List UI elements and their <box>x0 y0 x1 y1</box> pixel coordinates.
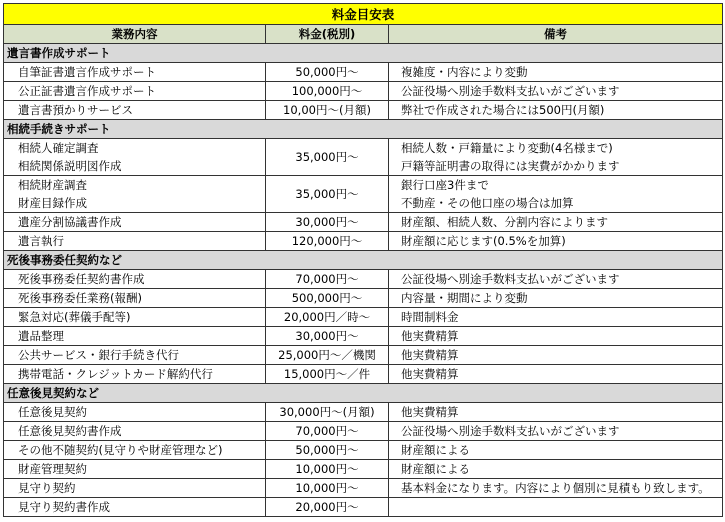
item-cell: 自筆証書遺言作成サポート <box>4 63 266 82</box>
price-cell: 500,000円～ <box>266 289 389 308</box>
section-title: 遺言書作成サポート <box>4 44 723 63</box>
section-inheritance <box>4 120 723 139</box>
item-cell: 遺品整理 <box>4 327 266 346</box>
price-cell: 20,000円／時～ <box>266 308 389 327</box>
section-title: 任意後見契約など <box>4 384 723 403</box>
note-cell: 他実費精算 <box>389 365 723 384</box>
note-cell: 銀行口座3件まで <box>389 176 723 195</box>
item-cell: 遺言書預かりサービス <box>4 101 266 120</box>
price-cell: 15,000円～／件 <box>266 365 389 384</box>
table-row <box>4 327 723 346</box>
price-cell: 20,000円～ <box>266 498 389 517</box>
price-cell: 10,00円～(月額) <box>266 101 389 120</box>
table-row <box>4 441 723 460</box>
table-row <box>4 422 723 441</box>
note-cell: 基本料金になります。内容により個別に見積もり致します。 <box>389 479 723 498</box>
table-row <box>4 101 723 120</box>
item-cell: 携帯電話・クレジットカード解約代行 <box>4 365 266 384</box>
section-posthumous <box>4 251 723 270</box>
table-row <box>4 176 723 195</box>
note-cell: 不動産・その他口座の場合は加算 <box>389 194 723 213</box>
note-cell: 内容量・期間により変動 <box>389 289 723 308</box>
fee-table <box>3 3 723 517</box>
item-cell: 死後事務委任契約書作成 <box>4 270 266 289</box>
price-cell: 10,000円～ <box>266 479 389 498</box>
table-row <box>4 232 723 251</box>
note-cell: 財産額による <box>389 441 723 460</box>
note-cell: 財産額に応じます(0.5%を加算) <box>389 232 723 251</box>
item-cell: 公共サービス・銀行手続き代行 <box>4 346 266 365</box>
item-cell: 死後事務委任業務(報酬) <box>4 289 266 308</box>
note-cell: 他実費精算 <box>389 346 723 365</box>
table-row <box>4 213 723 232</box>
item-cell: 財産管理契約 <box>4 460 266 479</box>
note-cell: 戸籍等証明書の取得には実費がかかります <box>389 157 723 176</box>
section-title: 相続手続きサポート <box>4 120 723 139</box>
table-row <box>4 346 723 365</box>
table-row <box>4 289 723 308</box>
header-price: 料金(税別) <box>266 25 389 44</box>
section-title: 死後事務委任契約など <box>4 251 723 270</box>
price-cell: 70,000円～ <box>266 270 389 289</box>
item-cell: 相続財産調査 <box>4 176 266 195</box>
header-note: 備考 <box>389 25 723 44</box>
price-cell: 100,000円～ <box>266 82 389 101</box>
table-row <box>4 403 723 422</box>
note-cell: 財産額による <box>389 460 723 479</box>
item-cell: 見守り契約 <box>4 479 266 498</box>
table-title: 料金目安表 <box>4 4 723 25</box>
note-cell <box>389 498 723 517</box>
header-row <box>4 25 723 44</box>
note-cell: 公証役場へ別途手数料支払いがございます <box>389 422 723 441</box>
note-cell: 時間制料金 <box>389 308 723 327</box>
item-cell: 見守り契約書作成 <box>4 498 266 517</box>
table-row <box>4 82 723 101</box>
item-cell: 任意後見契約書作成 <box>4 422 266 441</box>
table-row <box>4 479 723 498</box>
price-cell: 30,000円～ <box>266 213 389 232</box>
table-row <box>4 63 723 82</box>
item-cell: 財産目録作成 <box>4 194 266 213</box>
table-row <box>4 308 723 327</box>
item-cell: 公正証書遺言作成サポート <box>4 82 266 101</box>
price-cell: 35,000円～ <box>266 176 389 213</box>
title-row <box>4 4 723 25</box>
item-cell: 緊急対応(葬儀手配等) <box>4 308 266 327</box>
note-cell: 複雑度・内容により変動 <box>389 63 723 82</box>
table-row <box>4 139 723 158</box>
section-will <box>4 44 723 63</box>
price-cell: 50,000円～ <box>266 441 389 460</box>
note-cell: 財産額、相続人数、分割内容によります <box>389 213 723 232</box>
price-cell: 30,000円～(月額) <box>266 403 389 422</box>
note-cell: 弊社で作成された場合には500円(月額) <box>389 101 723 120</box>
table-row <box>4 460 723 479</box>
item-cell: 任意後見契約 <box>4 403 266 422</box>
table-row <box>4 365 723 384</box>
price-cell: 120,000円～ <box>266 232 389 251</box>
price-cell: 50,000円～ <box>266 63 389 82</box>
header-item: 業務内容 <box>4 25 266 44</box>
price-cell: 10,000円～ <box>266 460 389 479</box>
table-row <box>4 498 723 517</box>
item-cell: 相続人確定調査 <box>4 139 266 158</box>
note-cell: 他実費精算 <box>389 403 723 422</box>
note-cell: 公証役場へ別途手数料支払いがございます <box>389 82 723 101</box>
price-cell: 30,000円～ <box>266 327 389 346</box>
price-cell: 70,000円～ <box>266 422 389 441</box>
section-guardian <box>4 384 723 403</box>
item-cell: その他不随契約(見守りや財産管理など) <box>4 441 266 460</box>
item-cell: 遺産分割協議書作成 <box>4 213 266 232</box>
note-cell: 公証役場へ別途手数料支払いがございます <box>389 270 723 289</box>
item-cell: 相続関係説明図作成 <box>4 157 266 176</box>
note-cell: 相続人数・戸籍量により変動(4名様まで) <box>389 139 723 158</box>
item-cell: 遺言執行 <box>4 232 266 251</box>
table-row <box>4 270 723 289</box>
price-cell: 35,000円～ <box>266 139 389 176</box>
note-cell: 他実費精算 <box>389 327 723 346</box>
price-cell: 25,000円～／機関 <box>266 346 389 365</box>
